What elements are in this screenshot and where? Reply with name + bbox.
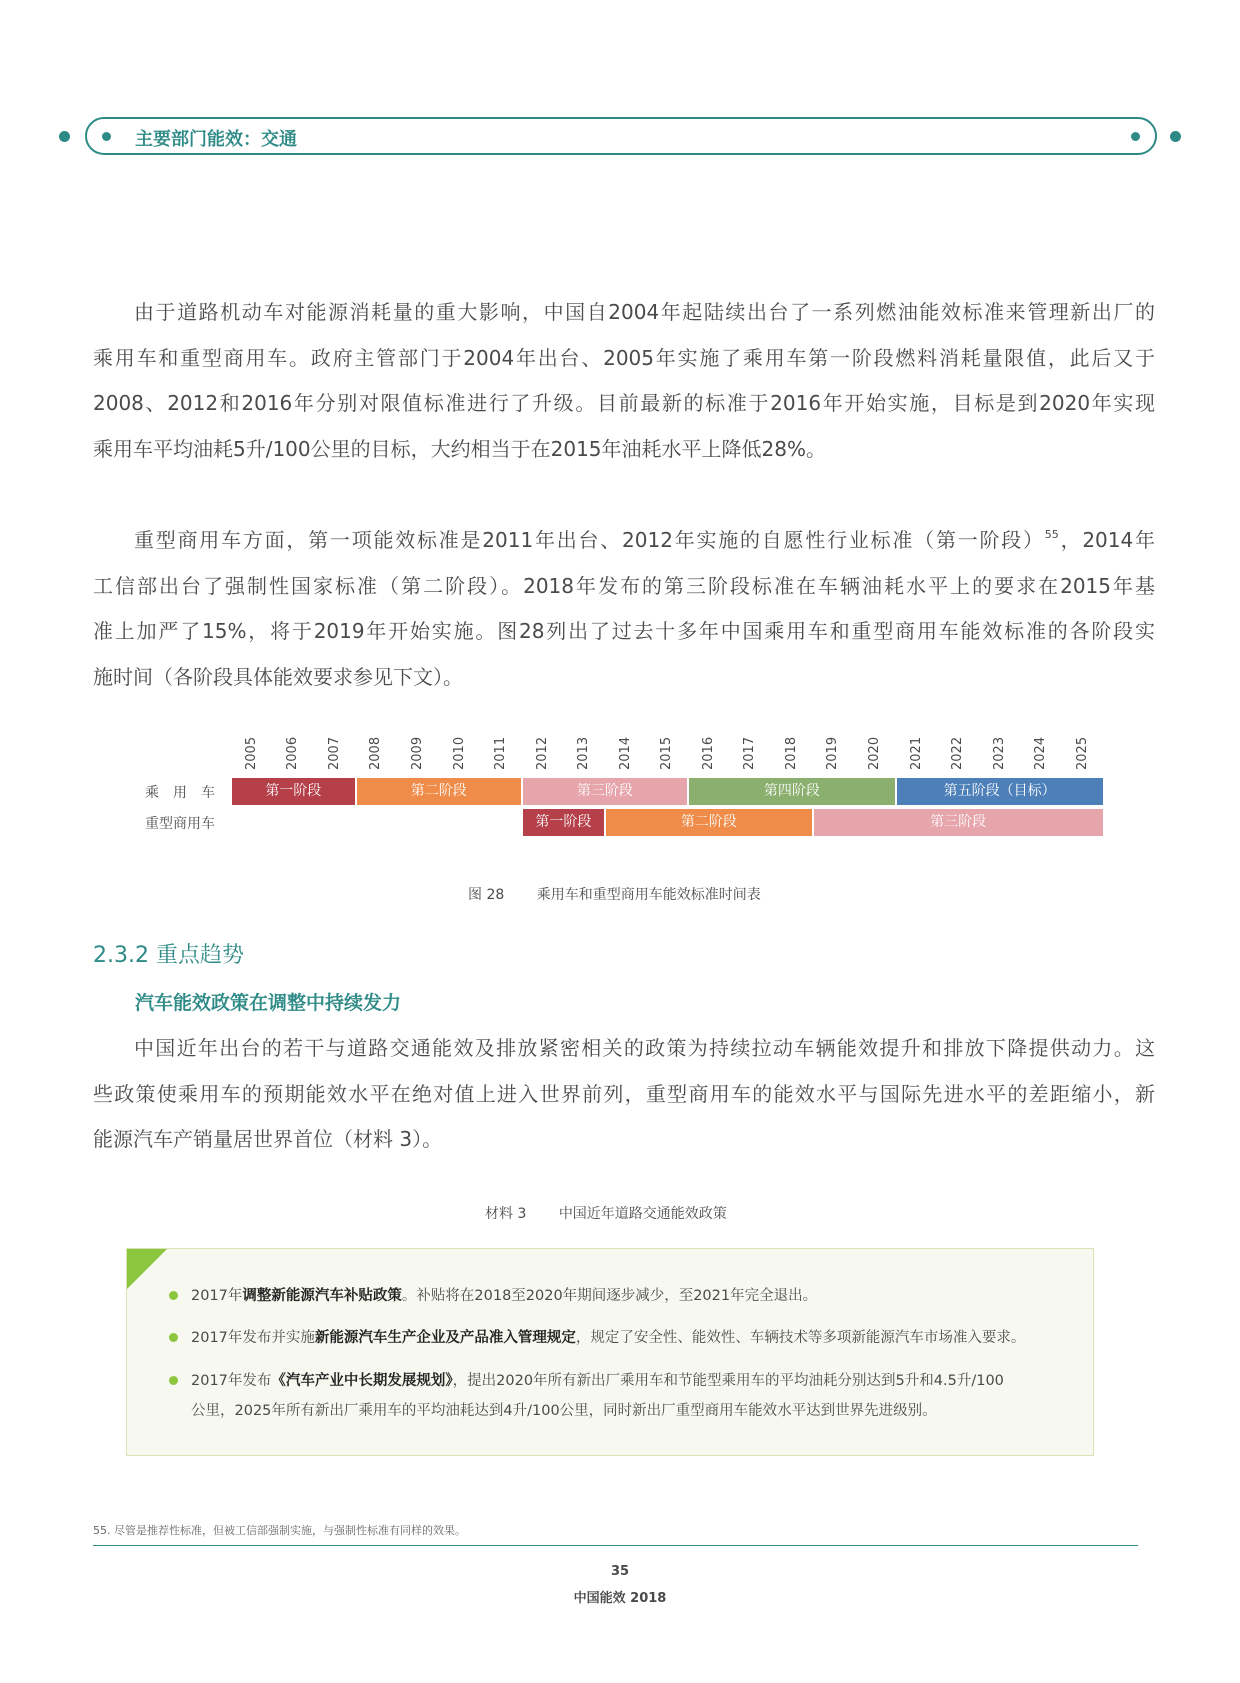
paragraph-line: 些政策使乘用车的预期能效水平在绝对值上进入世界前列，重型商用车的能效水平与国际先进水平的差距缩小，新 xyxy=(93,1081,1155,1106)
header-title: 主要部门能效：交通 xyxy=(135,129,297,150)
paragraph-text: 重型商用车方面，第一项能效标准是2011年出台、2012年实施的自愿性行业标准（第一阶段） xyxy=(134,528,1045,552)
material-title: 中国近年道路交通能效政策 xyxy=(558,1206,727,1222)
year-tick-label: 2011 xyxy=(493,736,509,770)
paragraph-line xyxy=(93,518,1155,564)
year-tick-label: 2014 xyxy=(617,736,633,770)
year-tick-label: 2024 xyxy=(1033,736,1049,770)
paragraph-line: 准上加严了15%，将于2019年开始实施。图28列出了过去十多年中国乘用车和重型商用车能效标准的各阶段实 xyxy=(93,619,1155,643)
publication-title: 中国能效 2018 xyxy=(573,1591,667,1606)
item-text: ，规定了安全性、能效性、车辆技术等多项新能源汽车市场准入要求。 xyxy=(575,1330,1026,1346)
figure-title: 乘用车和重型商用车能效标准时间表 xyxy=(536,887,761,903)
item-text: 2017年发布并实施 xyxy=(191,1330,315,1346)
section-title: 2.3.2 重点趋势 xyxy=(93,943,244,968)
item-text: 2017年发布 xyxy=(191,1373,272,1389)
material-number: 材料 3 xyxy=(485,1206,527,1222)
timeline-row-label: 乘 用 车 xyxy=(145,785,215,801)
item-text: ，提出2020年所有新出厂乘用车和节能型乘用车的平均油耗分别达到5升和4.5升/100 xyxy=(452,1373,1004,1389)
timeline-phase-bar: 第三阶段 xyxy=(814,809,1103,836)
paragraph-3 xyxy=(93,1026,1155,1163)
paragraph-line: 工信部出台了强制性国家标准（第二阶段）。2018年发布的第三阶段标准在车辆油耗水平上的要求在2015年基 xyxy=(93,573,1155,598)
year-tick-label: 2020 xyxy=(867,736,883,770)
year-tick-label: 2007 xyxy=(326,736,342,770)
year-tick-label: 2016 xyxy=(700,736,716,770)
timeline-phase-bar: 第三阶段 xyxy=(523,778,687,805)
paragraph-line: 由于道路机动车对能源消耗量的重大影响，中国自2004年起陆续出台了一系列燃油能效标准来管理新出厂的 xyxy=(134,300,1155,324)
bullet-icon xyxy=(169,1291,178,1300)
year-tick-label: 2006 xyxy=(285,736,301,770)
year-tick-label: 2015 xyxy=(659,736,675,770)
item-bold: 调整新能源汽车补贴政策 xyxy=(242,1288,402,1304)
timeline-phase-bar: 第一阶段 xyxy=(523,809,604,836)
material-box xyxy=(126,1248,1094,1456)
timeline-phase-bar: 第五阶段（目标） xyxy=(897,778,1103,805)
timeline-row-label: 重型商用车 xyxy=(145,816,215,832)
year-tick-label: 2022 xyxy=(950,736,966,770)
timeline-phase-bar: 第二阶段 xyxy=(606,809,812,836)
paragraph-line: 施时间（各阶段具体能效要求参见下文）。 xyxy=(93,664,463,689)
footer-rule xyxy=(93,1545,1138,1546)
figure-caption xyxy=(468,884,761,904)
timeline-phase-bar: 第一阶段 xyxy=(232,778,355,805)
year-tick-label: 2018 xyxy=(783,736,799,770)
year-tick-label: 2005 xyxy=(243,736,259,770)
bullet-icon xyxy=(169,1333,178,1342)
year-tick-label: 2012 xyxy=(534,736,550,770)
item-bold: 《汽车产业中长期发展规划》 xyxy=(271,1373,453,1389)
timeline-phase-bar: 第二阶段 xyxy=(357,778,521,805)
material-item xyxy=(191,1366,1004,1426)
year-tick-label: 2010 xyxy=(451,736,467,770)
footnote: 55. 尽管是推荐性标准，但被工信部强制实施，与强制性标准有同样的效果。 xyxy=(93,1524,466,1537)
paragraph-line: 乘用车和重型商用车。政府主管部门于2004年出台、2005年实施了乘用车第一阶段燃料消耗量限值，此后又于 xyxy=(93,345,1155,370)
header-left-dot xyxy=(59,131,70,142)
year-tick-label: 2021 xyxy=(908,736,924,770)
bullet-icon xyxy=(169,1376,178,1385)
header-right-dot xyxy=(1170,131,1181,142)
header-inner-right-dot xyxy=(1131,132,1140,141)
paragraph-1 xyxy=(93,290,1155,472)
footnote-ref[interactable]: 55 xyxy=(1044,528,1059,541)
material-item xyxy=(191,1281,817,1311)
year-tick-label: 2019 xyxy=(825,736,841,770)
item-bold: 新能源汽车生产企业及产品准入管理规定 xyxy=(314,1330,576,1346)
year-tick-label: 2009 xyxy=(409,736,425,770)
item-text: 2017年 xyxy=(191,1288,243,1304)
paragraph-line: 能源汽车产销量居世界首位（材料 3）。 xyxy=(93,1127,443,1151)
item-text: 。补贴将在2018至2020年期间逐步减少，至2021年完全退出。 xyxy=(401,1288,818,1304)
item-text: 公里，2025年所有新出厂乘用车的平均油耗达到4升/100公里，同时新出厂重型商用车能效水平达到世界先进级别。 xyxy=(191,1403,937,1419)
paragraph-line: 乘用车平均油耗5升/100公里的目标，大约相当于在2015年油耗水平上降低28%。 xyxy=(93,436,826,461)
corner-triangle-icon xyxy=(127,1249,167,1289)
header-pill xyxy=(85,117,1157,155)
year-tick-label: 2023 xyxy=(991,736,1007,770)
paragraph-line: 中国近年出台的若干与道路交通能效及排放紧密相关的政策为持续拉动车辆能效提升和排放下降提供动力。这 xyxy=(134,1036,1155,1060)
paragraph-text: ，2014年 xyxy=(1058,528,1156,552)
section-subtitle: 汽车能效政策在调整中持续发力 xyxy=(135,992,402,1014)
year-tick-label: 2017 xyxy=(742,736,758,770)
year-tick-label: 2008 xyxy=(368,736,384,770)
page-number: 35 xyxy=(610,1564,630,1579)
material-caption xyxy=(485,1203,727,1223)
header-inner-left-dot xyxy=(102,132,111,141)
timeline-phase-bar: 第四阶段 xyxy=(689,778,895,805)
paragraph-line: 2008、2012和2016年分别对限值标准进行了升级。目前最新的标准于2016年开始实施，目标是到2020年实现 xyxy=(93,391,1155,415)
material-item xyxy=(191,1323,1025,1353)
figure-number: 图 28 xyxy=(468,887,505,903)
year-tick-label: 2013 xyxy=(576,736,592,770)
year-tick-label: 2025 xyxy=(1074,736,1090,770)
paragraph-2 xyxy=(93,518,1155,700)
